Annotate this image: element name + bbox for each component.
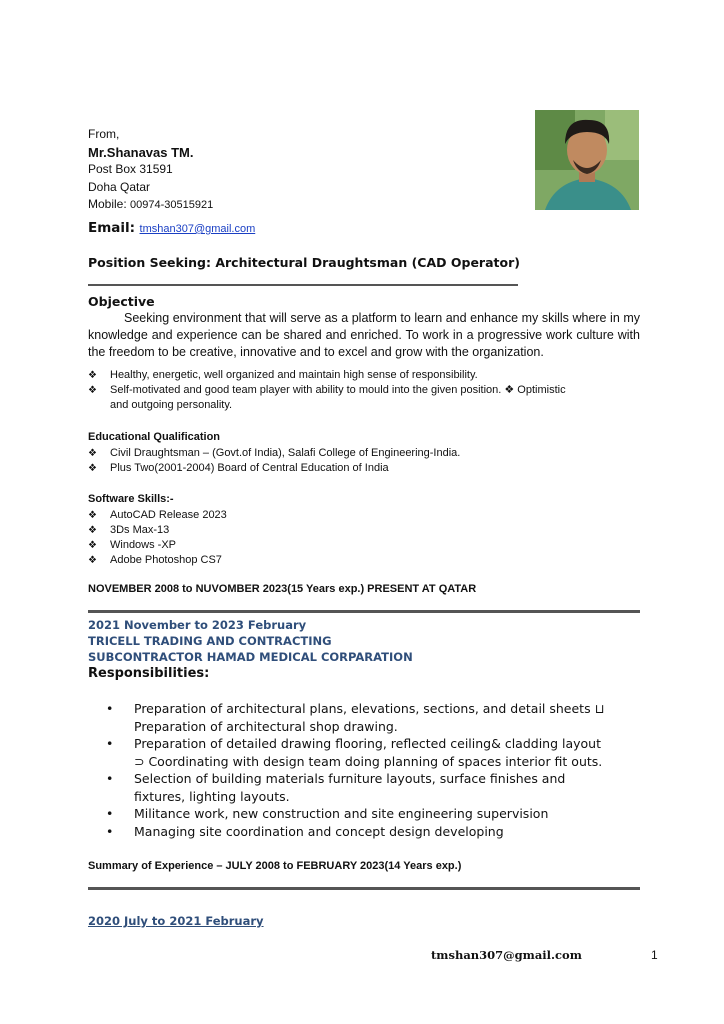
list-item: • Preparation of detailed drawing flooring, reflected ceiling& cladding layout ⊃ Coordinating with design team doing planning of spaces interior fit outs. xyxy=(106,736,603,769)
list-item: ❖ Adobe Photoshop CS7 xyxy=(88,554,222,566)
divider xyxy=(88,887,640,890)
mobile-label: Mobile: xyxy=(88,197,127,211)
list-item: ❖ Civil Draughtsman – (Govt.of India), Salafi College of Engineering-India. xyxy=(88,447,461,459)
portrait-icon xyxy=(535,110,639,210)
objective-bullets xyxy=(88,368,566,413)
list-item: ❖ Windows -XP xyxy=(88,539,177,551)
education-heading: Educational Qualification xyxy=(88,431,221,443)
list-item: ❖ Self-motivated and good team player with ability to mould into the given position. ❖ Optimistic xyxy=(88,384,566,396)
responsibilities-list xyxy=(106,700,606,840)
job-period: 2021 November to 2023 February xyxy=(88,618,307,632)
footer-email: tmshan307@gmail.com xyxy=(431,948,582,962)
diamond-bullet-icon: ❖ xyxy=(88,510,97,521)
software-list xyxy=(88,508,227,568)
list-item: and outgoing personality. xyxy=(110,399,233,411)
experience-banner: NOVEMBER 2008 to NUVOMBER 2023(15 Years exp.) PRESENT AT QATAR xyxy=(88,583,477,595)
job-client: SUBCONTRACTOR HAMAD MEDICAL CORPARATION xyxy=(88,650,413,664)
position-seeking: Position Seeking: Architectural Draughtsman (CAD Operator) xyxy=(88,255,520,270)
list-item: ❖ Healthy, energetic, well organized and maintain high sense of responsibility. xyxy=(88,369,478,381)
list-item: • Preparation of architectural plans, elevations, sections, and detail sheets ⊔ Preparation of architectural shop drawing. xyxy=(106,701,605,734)
diamond-bullet-icon: ❖ xyxy=(88,555,97,566)
diamond-bullet-icon: ❖ xyxy=(88,370,97,381)
applicant-name: Mr.Shanavas TM. xyxy=(88,145,194,160)
email-link[interactable]: tmshan307@gmail.com xyxy=(139,223,256,235)
list-item: ❖ 3Ds Max-13 xyxy=(88,524,170,536)
mobile-row xyxy=(88,197,213,211)
objective-heading: Objective xyxy=(88,294,155,309)
education-list xyxy=(88,446,460,476)
page-number: 1 xyxy=(651,948,658,962)
objective-text: Seeking environment that will serve as a platform to learn and enhance my skills where in my knowledge and experience can be shared and enriched. To work in a progressive work culture with the freedom to be creative, innovative and to excel and grow with the organization. xyxy=(88,311,640,359)
job-company: TRICELL TRADING AND CONTRACTING xyxy=(88,634,332,648)
diamond-bullet-icon: ❖ xyxy=(88,385,97,396)
city: Doha Qatar xyxy=(88,180,151,194)
email-label: Email: xyxy=(88,220,136,236)
summary-line: Summary of Experience – JULY 2008 to FEBRUARY 2023(14 Years exp.) xyxy=(88,860,462,872)
list-item: ❖ AutoCAD Release 2023 xyxy=(88,509,227,521)
from-label: From, xyxy=(88,127,120,141)
email-row xyxy=(88,219,255,237)
dot-bullet-icon: • xyxy=(106,823,114,839)
mobile-number: 00974-30515921 xyxy=(130,199,214,211)
dot-bullet-icon: • xyxy=(106,736,114,751)
diamond-bullet-icon: ❖ xyxy=(88,540,97,551)
list-item: • Militance work, new construction and site engineering supervision xyxy=(106,806,549,821)
diamond-bullet-icon: ❖ xyxy=(88,448,97,459)
diamond-bullet-icon: ❖ xyxy=(88,463,97,474)
dot-bullet-icon: • xyxy=(106,771,114,786)
responsibilities-heading: Responsibilities: xyxy=(88,666,210,681)
dot-bullet-icon: • xyxy=(106,806,114,821)
dot-bullet-icon: • xyxy=(106,701,114,716)
profile-photo xyxy=(535,110,639,210)
list-item: • Managing site coordination and concept design developing xyxy=(106,823,504,839)
divider xyxy=(88,284,518,286)
list-item: • Selection of building materials furniture layouts, surface finishes and fixtures, lighting layouts. xyxy=(106,771,566,804)
divider xyxy=(88,610,640,613)
list-item: ❖ Plus Two(2001-2004) Board of Central Education of India xyxy=(88,462,389,474)
po-box: Post Box 31591 xyxy=(88,162,173,176)
job2-period: 2020 July to 2021 February xyxy=(88,914,264,928)
diamond-bullet-icon: ❖ xyxy=(88,525,97,536)
software-heading: Software Skills:- xyxy=(88,493,174,505)
